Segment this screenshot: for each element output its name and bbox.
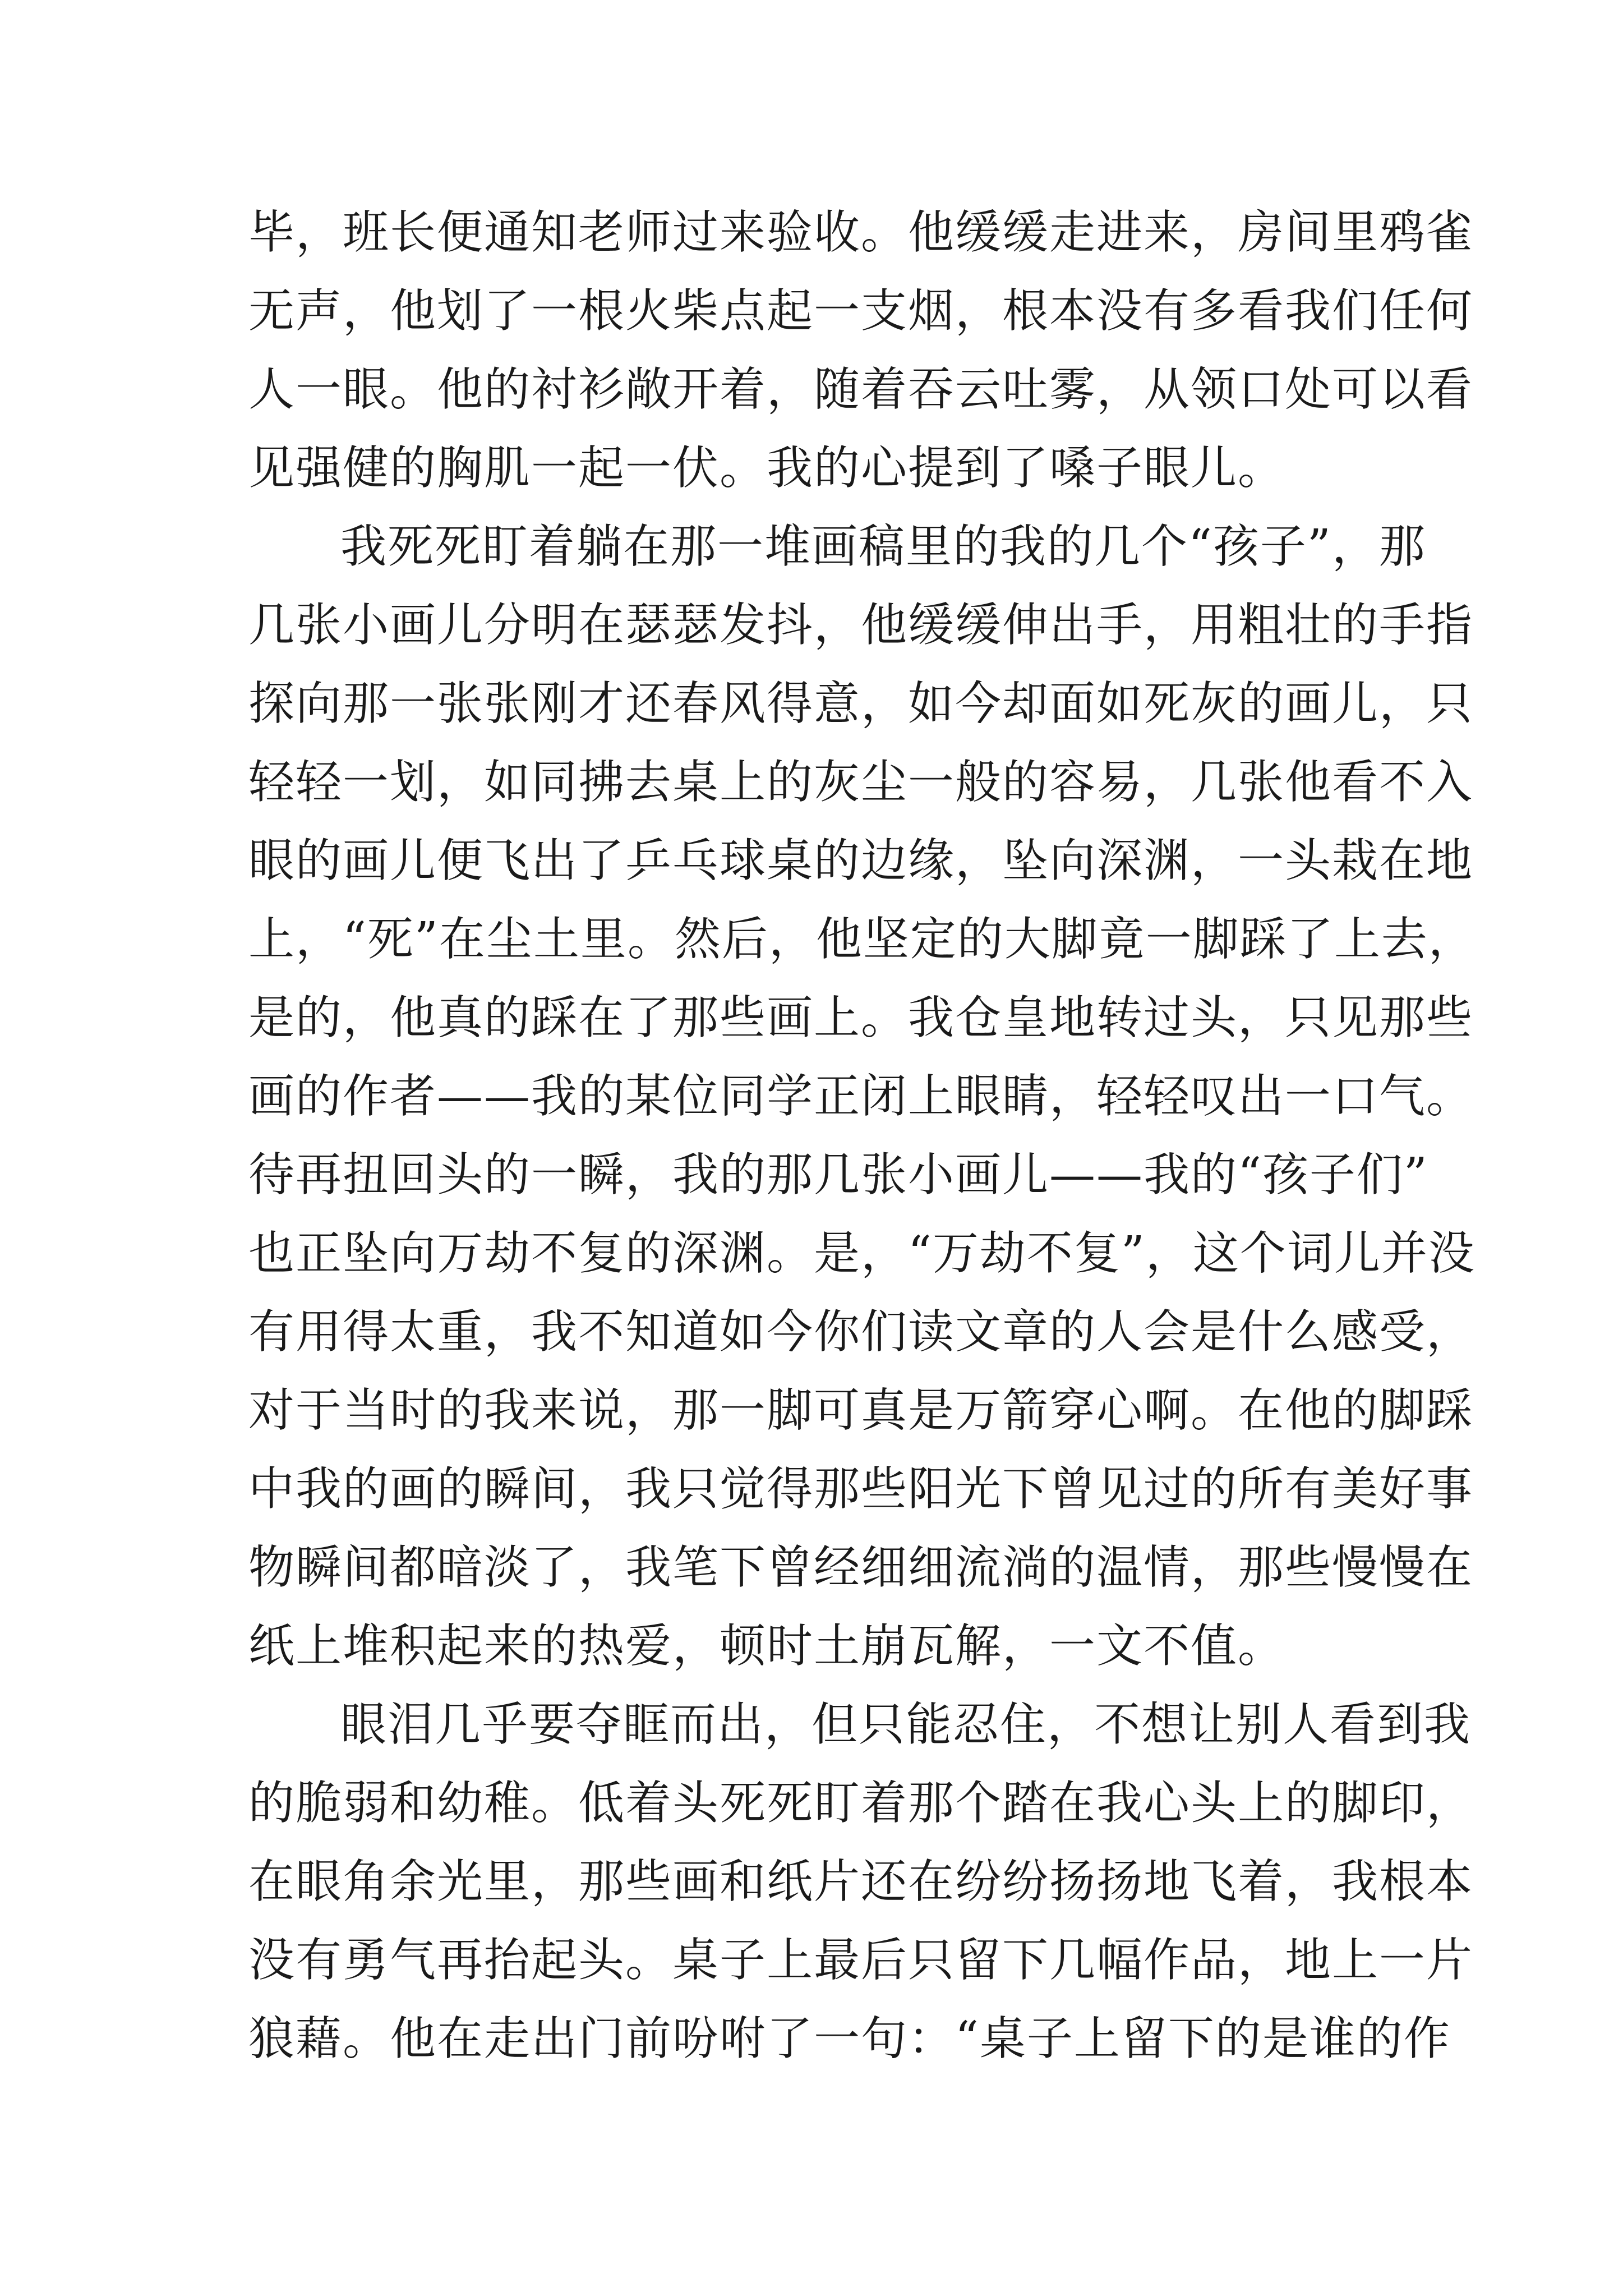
text-line: 中我的画的瞬间，我只觉得那些阳光下曾见过的所有美好事 bbox=[248, 1462, 1474, 1516]
text-line: 在眼角余光里，那些画和纸片还在纷纷扬扬地飞着，我根本 bbox=[248, 1855, 1474, 1908]
text-line: 待再扭回头的一瞬，我的那几张小画儿——我的“孩子们” bbox=[248, 1148, 1428, 1202]
text-line: 轻轻一划，如同拂去桌上的灰尘一般的容易，几张他看不入 bbox=[248, 756, 1474, 809]
text-line: 几张小画儿分明在瑟瑟发抖，他缓缓伸出手，用粗壮的手指 bbox=[248, 599, 1474, 652]
text-line: 是的，他真的踩在了那些画上。我仓皇地转过头，只见那些 bbox=[248, 991, 1474, 1045]
text-line: 无声，他划了一根火柴点起一支烟，根本没有多看我们任何 bbox=[248, 284, 1474, 338]
text-line: 物瞬间都暗淡了，我笔下曾经细细流淌的温情，那些慢慢在 bbox=[248, 1541, 1474, 1594]
text-line: 探向那一张张刚才还春风得意，如今却面如死灰的画儿，只 bbox=[248, 677, 1474, 730]
text-line: 纸上堆积起来的热爱，顿时土崩瓦解，一文不值。 bbox=[248, 1619, 1285, 1673]
text-line: 毕，班长便通知老师过来验收。他缓缓走进来，房间里鸦雀 bbox=[248, 206, 1474, 259]
body-text bbox=[248, 194, 1476, 2078]
text-line: 没有勇气再抬起头。桌子上最后只留下几幅作品，地上一片 bbox=[248, 1934, 1474, 1987]
text-line: 对于当时的我来说，那一脚可真是万箭穿心啊。在他的脚踩 bbox=[248, 1384, 1474, 1437]
text-line: 我死死盯着躺在那一堆画稿里的我的几个“孩子”，那 bbox=[340, 520, 1426, 573]
text-line: 见强健的胸肌一起一伏。我的心提到了嗓子眼儿。 bbox=[248, 441, 1285, 495]
text-line: 眼的画儿便飞出了乒乓球桌的边缘，坠向深渊，一头栽在地 bbox=[248, 834, 1474, 887]
text-line: 有用得太重，我不知道如今你们读文章的人会是什么感受， bbox=[248, 1305, 1474, 1359]
text-line: 也正坠向万劫不复的深渊。是，“万劫不复”，这个词儿并没 bbox=[248, 1227, 1476, 1280]
text-line: 上，“死”在尘土里。然后，他坚定的大脚竟一脚踩了上去， bbox=[248, 913, 1476, 966]
text-line: 狼藉。他在走出门前吩咐了一句：“桌子上留下的是谁的作 bbox=[248, 2012, 1451, 2065]
text-line: 眼泪几乎要夺眶而出，但只能忍住，不想让别人看到我 bbox=[340, 1698, 1472, 1751]
text-line: 画的作者——我的某位同学正闭上眼睛，轻轻叹出一口气。 bbox=[248, 1070, 1474, 1123]
text-line: 人一眼。他的衬衫敞开着，随着吞云吐雾，从领口处可以看 bbox=[248, 363, 1474, 416]
text-line: 的脆弱和幼稚。低着头死死盯着那个踏在我心头上的脚印， bbox=[248, 1777, 1474, 1830]
